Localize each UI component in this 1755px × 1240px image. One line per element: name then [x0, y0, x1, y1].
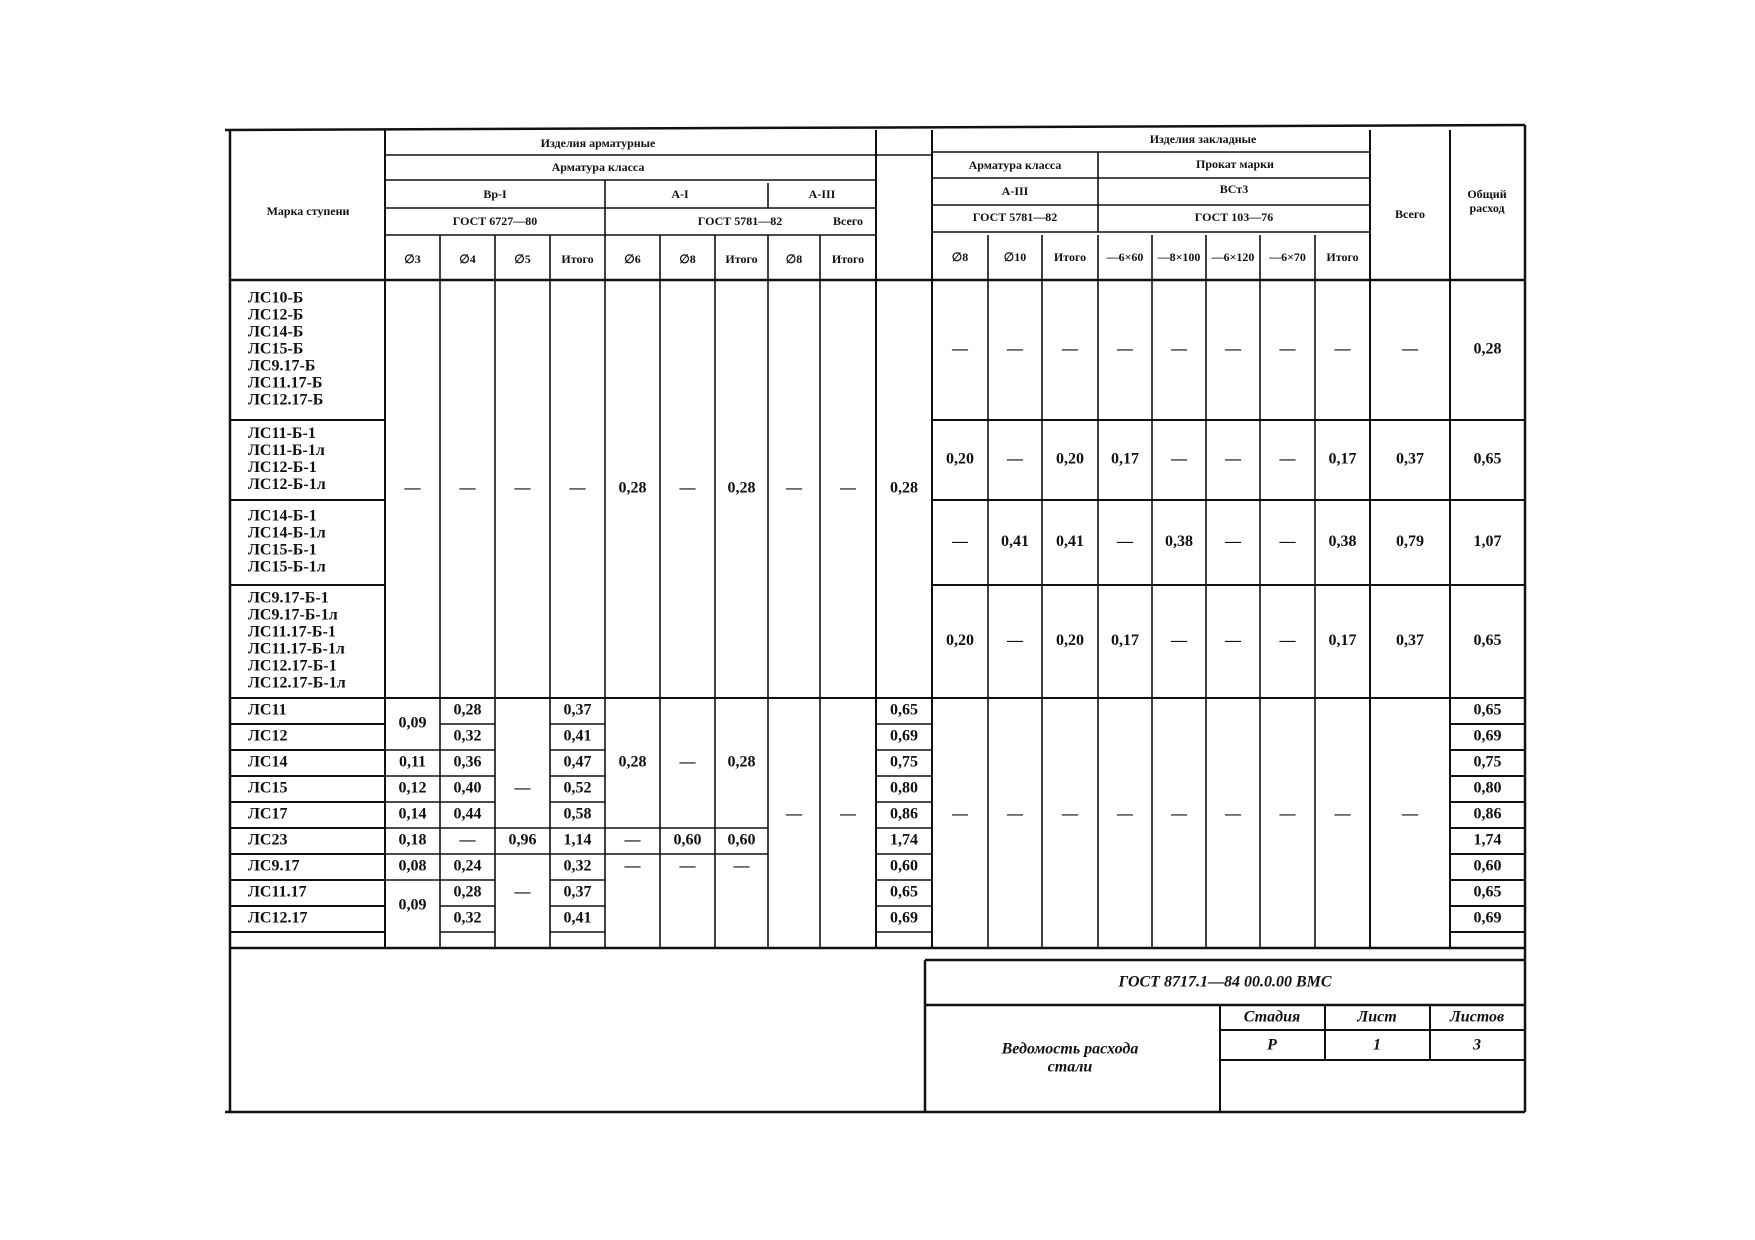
header-prokat: Прокат марки — [1196, 156, 1274, 171]
z-cell: 0,20 — [1056, 450, 1084, 468]
row-total: 0,80 — [1473, 779, 1502, 797]
header-vst3: ВСт3 — [1219, 181, 1249, 196]
merged-small: — — [1117, 805, 1133, 823]
z-cell: 0,41 — [1056, 533, 1084, 551]
merged-small: — — [1225, 805, 1241, 823]
row-cell: 1,14 — [563, 831, 592, 849]
row-cell: 0,36 — [453, 753, 482, 771]
merged-small: 0,28 — [618, 753, 647, 771]
row-cell: 0,60 — [727, 831, 756, 849]
row-mark: ЛС14 — [248, 753, 288, 771]
group-mark: ЛС11-Б-1л — [248, 442, 325, 460]
merged-cell: 0,28 — [618, 479, 647, 497]
header-a3z: А-III — [1001, 183, 1029, 198]
z-cell: 0,17 — [1328, 632, 1357, 650]
z-cell: — — [1279, 632, 1296, 650]
header-col: Итого — [561, 251, 594, 266]
row-total: 0,86 — [1473, 805, 1502, 823]
z-cell: — — [1171, 632, 1187, 650]
table-text — [248, 132, 1507, 1076]
row-cell: 0,37 — [563, 883, 592, 901]
row-cell: 0,60 — [890, 857, 918, 875]
row-mark: ЛС11.17 — [248, 883, 307, 901]
row-cell: — — [459, 831, 476, 849]
header-col: ∅4 — [459, 251, 476, 266]
total-cell: 0,65 — [1473, 450, 1502, 468]
merged-small: — — [1279, 805, 1296, 823]
row-total: 0,65 — [1473, 701, 1502, 719]
group-mark: ЛС14-Б-1 — [248, 507, 317, 525]
row-cell: 0,96 — [508, 831, 537, 849]
group-mark: ЛС12.17-Б — [248, 391, 324, 409]
row-cell: 0,28 — [453, 701, 482, 719]
row-total: 0,65 — [1473, 883, 1502, 901]
row-mark: ЛС23 — [248, 831, 288, 849]
row-cell: 0,32 — [453, 909, 482, 927]
z-cell: — — [1334, 340, 1351, 358]
stamp-list-label: Лист — [1357, 1008, 1397, 1026]
z-cell: — — [1279, 533, 1296, 551]
z-cell: — — [1007, 632, 1023, 650]
header-col: ∅5 — [514, 251, 531, 266]
z-cell: — — [1062, 340, 1078, 358]
row-mark: ЛС12 — [248, 727, 288, 745]
header-gost-a: ГОСТ 5781—82 — [697, 213, 783, 228]
row-total: 0,75 — [1473, 753, 1502, 771]
header-zcol: —6×120 — [1211, 249, 1255, 264]
z-cell: — — [1117, 533, 1133, 551]
row-cell: 0,41 — [563, 909, 592, 927]
merged-cell: — — [569, 479, 586, 497]
total-cell: 0,65 — [1473, 632, 1502, 650]
row-mark: ЛС9.17 — [248, 857, 300, 875]
header-gost-bp: ГОСТ 6727—80 — [452, 213, 538, 228]
header-a3: А-III — [808, 186, 836, 201]
group-mark: ЛС12-Б — [248, 306, 304, 324]
merged-small: — — [1402, 805, 1418, 823]
z-cell: — — [1007, 450, 1023, 468]
row-cell: 0,14 — [398, 805, 427, 823]
row-cell: 0,40 — [453, 779, 482, 797]
row-cell: 0,12 — [398, 779, 427, 797]
z-cell: — — [1225, 340, 1241, 358]
merged-small: 0,09 — [398, 896, 427, 914]
row-cell: — — [624, 831, 641, 849]
row-cell: 0,58 — [563, 805, 592, 823]
group-mark: ЛС15-Б — [248, 340, 304, 358]
total-cell: 1,07 — [1473, 533, 1502, 551]
merged-small: 0,28 — [727, 753, 756, 771]
merged-small: — — [952, 805, 968, 823]
merged-small: — — [679, 753, 696, 771]
z-cell: — — [1117, 340, 1133, 358]
header-col: ∅8 — [679, 251, 696, 266]
row-cell: 0,32 — [453, 727, 482, 745]
z-cell: — — [1279, 450, 1296, 468]
row-total: 0,69 — [1473, 727, 1502, 745]
header-marka: Марка ступени — [266, 203, 350, 218]
z-cell: — — [1225, 450, 1241, 468]
header-col: ∅8 — [785, 251, 803, 266]
row-cell: 0,28 — [453, 883, 482, 901]
group-mark: ЛС9.17-Б — [248, 357, 316, 375]
z-cell: — — [1279, 340, 1296, 358]
header-zcol: —6×70 — [1269, 249, 1306, 264]
row-cell: 0,69 — [890, 909, 918, 927]
group-mark: ЛС12.17-Б-1л — [248, 674, 346, 692]
total-cell: 0,28 — [1473, 340, 1502, 358]
merged-cell: — — [404, 479, 421, 497]
z-cell: 0,17 — [1328, 450, 1357, 468]
z-cell: — — [1225, 533, 1241, 551]
header-zcol: —6×60 — [1106, 249, 1144, 264]
merged-cell: — — [459, 479, 476, 497]
z-total: — — [1402, 340, 1418, 358]
z-cell: — — [1225, 632, 1241, 650]
group-mark: ЛС14-Б-1л — [248, 524, 326, 542]
z-cell: — — [1171, 450, 1187, 468]
row-cell: — — [733, 857, 750, 875]
z-cell: 0,38 — [1328, 533, 1357, 551]
row-cell: 0,65 — [890, 701, 918, 719]
merged-small: — — [514, 883, 531, 901]
row-total: 1,74 — [1473, 831, 1502, 849]
header-a1: А-I — [671, 186, 689, 201]
z-cell: 0,38 — [1165, 533, 1193, 551]
stamp-code: ГОСТ 8717.1—84 00.0.00 ВМС — [1118, 973, 1332, 991]
group-mark: ЛС11.17-Б-1 — [248, 623, 336, 641]
merged-cell: 0,28 — [890, 479, 918, 497]
row-total: 0,60 — [1473, 857, 1502, 875]
z-cell: — — [1171, 340, 1187, 358]
merged-small: — — [840, 805, 856, 823]
group-mark: ЛС11.17-Б-1л — [248, 640, 345, 658]
row-cell: 0,47 — [563, 753, 592, 771]
z-cell: 0,20 — [1056, 632, 1084, 650]
header-arm-klassa: Арматура класса — [551, 159, 645, 174]
z-total: 0,37 — [1396, 632, 1424, 650]
group-mark: ЛС12-Б-1 — [248, 459, 317, 477]
header-obshch2: расход — [1469, 200, 1505, 215]
z-cell: 0,41 — [1001, 533, 1029, 551]
row-cell: 0,75 — [890, 753, 918, 771]
merged-small: — — [786, 805, 802, 823]
merged-cell: — — [679, 479, 696, 497]
header-vsego: Всего — [833, 213, 863, 228]
merged-small: — — [514, 779, 531, 797]
group-mark: ЛС10-Б — [248, 289, 304, 307]
group-mark: ЛС15-Б-1л — [248, 558, 326, 576]
header-zcol: ∅10 — [1003, 249, 1027, 264]
row-cell: 0,32 — [563, 857, 592, 875]
header-col: Итого — [831, 251, 865, 266]
z-cell: — — [952, 533, 968, 551]
header-obshch1: Общий — [1467, 186, 1507, 201]
z-total: 0,37 — [1396, 450, 1424, 468]
group-mark: ЛС9.17-Б-1л — [248, 606, 338, 624]
header-gost-a3z: ГОСТ 5781—82 — [972, 209, 1058, 224]
merged-cell: — — [840, 479, 856, 497]
header-gost-vst: ГОСТ 103—76 — [1194, 209, 1274, 224]
stamp-listov-label: Листов — [1449, 1008, 1505, 1026]
z-cell: — — [952, 340, 968, 358]
merged-small: — — [1334, 805, 1351, 823]
row-cell: — — [624, 857, 641, 875]
row-cell: — — [679, 857, 696, 875]
row-cell: 0,60 — [673, 831, 702, 849]
stamp-list: 1 — [1373, 1036, 1381, 1054]
header-bp1: Вр-I — [483, 186, 507, 201]
header-col: ∅6 — [624, 251, 641, 266]
merged-small: — — [1007, 805, 1023, 823]
header-arm-klassa2: Арматура класса — [968, 157, 1062, 172]
merged-cell: — — [514, 479, 531, 497]
group-mark: ЛС11-Б-1 — [248, 425, 316, 443]
table-grid — [225, 125, 1525, 1112]
row-cell: 0,65 — [890, 883, 918, 901]
header-vsego2: Всего — [1395, 206, 1425, 221]
stamp-stadiya-label: Стадия — [1243, 1008, 1301, 1026]
header-izd-arm: Изделия арматурные — [540, 135, 656, 150]
row-cell: 0,44 — [453, 805, 482, 823]
z-cell: 0,20 — [946, 632, 974, 650]
merged-small: — — [1062, 805, 1078, 823]
stamp-stadiya: Р — [1267, 1036, 1277, 1054]
header-zcol: ∅8 — [951, 249, 969, 264]
group-mark: ЛС9.17-Б-1 — [248, 589, 329, 607]
z-cell: — — [1007, 340, 1023, 358]
header-zcol: Итого — [1326, 249, 1359, 264]
grid-line — [225, 125, 1525, 130]
row-mark: ЛС11 — [248, 701, 287, 719]
merged-small: — — [1171, 805, 1187, 823]
stamp-title1: Ведомость расхода — [1001, 1040, 1139, 1058]
group-mark: ЛС12.17-Б-1 — [248, 657, 337, 675]
header-zcol: Итого — [1053, 249, 1087, 264]
merged-cell: — — [786, 479, 802, 497]
row-total: 0,69 — [1473, 909, 1502, 927]
header-izd-zakl: Изделия закладные — [1149, 131, 1257, 146]
header-col: Итого — [725, 251, 758, 266]
merged-cell: 0,28 — [727, 479, 756, 497]
row-cell: 0,24 — [453, 857, 482, 875]
stamp-listov: 3 — [1473, 1036, 1481, 1054]
merged-small: 0,09 — [398, 714, 427, 732]
row-cell: 0,11 — [398, 753, 427, 771]
group-mark: ЛС11.17-Б — [248, 374, 323, 392]
row-cell: 0,08 — [398, 857, 427, 875]
stamp-title2: стали — [1047, 1058, 1093, 1076]
z-cell: 0,20 — [946, 450, 974, 468]
row-cell: 0,69 — [890, 727, 918, 745]
header-col: ∅3 — [404, 251, 421, 266]
row-cell: 0,86 — [890, 805, 918, 823]
group-mark: ЛС15-Б-1 — [248, 541, 317, 559]
row-cell: 0,80 — [890, 779, 918, 797]
header-zcol: —8×100 — [1157, 249, 1201, 264]
z-total: 0,79 — [1396, 533, 1424, 551]
z-cell: 0,17 — [1111, 632, 1139, 650]
group-mark: ЛС12-Б-1л — [248, 476, 326, 494]
row-cell: 0,41 — [563, 727, 592, 745]
row-mark: ЛС12.17 — [248, 909, 308, 927]
row-cell: 0,52 — [563, 779, 592, 797]
group-mark: ЛС14-Б — [248, 323, 304, 341]
z-cell: 0,17 — [1111, 450, 1139, 468]
row-mark: ЛС17 — [248, 805, 288, 823]
row-mark: ЛС15 — [248, 779, 288, 797]
row-cell: 0,37 — [563, 701, 592, 719]
row-cell: 1,74 — [890, 831, 918, 849]
row-cell: 0,18 — [398, 831, 427, 849]
